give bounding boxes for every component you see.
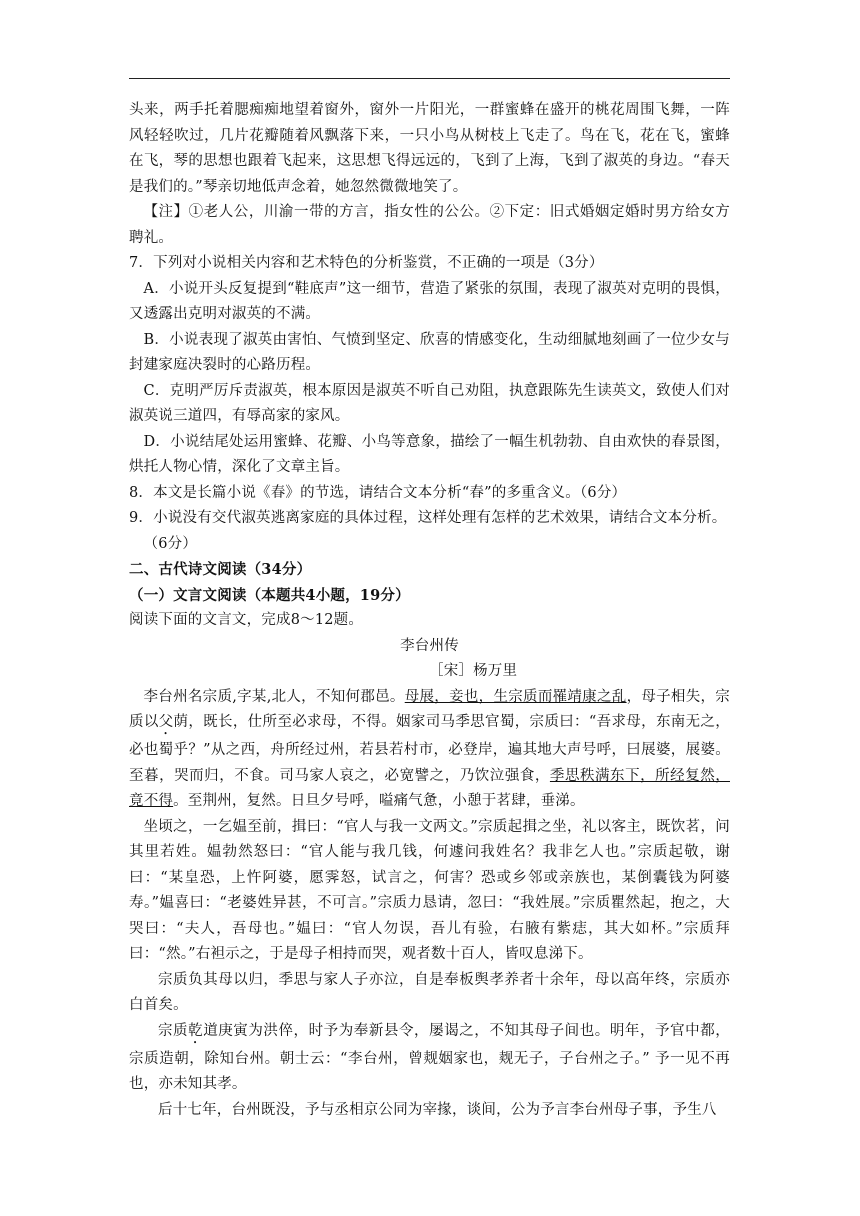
- classical-paragraph-4: [129, 1019, 730, 1098]
- para4-text-1: 宗质: [158, 1022, 189, 1039]
- passage-note: 【注】①老人公，川渝一带的方言，指女性的公公。②下定：旧式婚姻定婚时男方给女方聘礼。: [129, 204, 730, 246]
- underlined-sentence-1: 母展，妾也，生宗质而罹靖康之乱: [404, 688, 627, 705]
- question-8: 8．本文是长篇小说《春》的节选，请结合文本分析“春”的多重含义。（6分）: [129, 484, 627, 501]
- reading-instruction: 阅读下面的文言文，完成8～12题。: [129, 612, 364, 628]
- classical-paragraph-1: [129, 685, 730, 815]
- subsection-heading: （一）文言文阅读（本题共4小题，19分）: [129, 586, 410, 604]
- para4-text-2: 道庚寅为洪倅，时予为奉新县令，屡谒之，不知其母子间也。明年，予官中都，宗质造朝，除知台州。朝士云：“李台州，曾觌姻家也，觌无子，子台州之子。” 予一见不再也，亦未知其孝。: [129, 1022, 730, 1092]
- dotted-character-2: 乾: [188, 1022, 204, 1039]
- para1-text-1: 李台州名宗质,字某,北人，不知何郡邑。: [143, 688, 405, 705]
- classical-paragraph-5: 后十七年，台州既没，予与丞相京公同为宰掾，谈间，公为予言李台州母子事，予生八: [158, 1101, 717, 1118]
- question-9: 9．小说没有交代淑英逃离家庭的具体过程，这样处理有怎样的艺术效果，请结合文本分析。: [129, 510, 727, 526]
- classical-title: 李台州传: [400, 637, 459, 654]
- para1-text-4: 。至荆州，复然。日旦夕号呼，嗌痛气惫，小憩于茗肆，垂涕。: [173, 793, 585, 809]
- question-7-stem: 7．下列对小说相关内容和艺术特色的分析鉴赏，不正确的一项是（3分）: [129, 255, 604, 271]
- question-7-option-c: C．克明严厉斥责淑英，根本原因是淑英不听自己劝阻，执意跟陈先生读英文，致使人们对淑英说三道四，有辱高家的家风。: [129, 382, 730, 424]
- dotted-character-1: 父: [158, 714, 174, 730]
- classical-paragraph-3: 宗质负其母以归，季思与家人子亦泣，自是奉板舆孝养者十余年，母以高年终，宗质亦白首矣。: [129, 971, 730, 1013]
- question-7-option-d: D．小说结尾处运用蜜蜂、花瓣、小鸟等意象，描绘了一幅生机勃勃、自由欢快的春景图，烘托人物心情，深化了文章主旨。: [129, 433, 730, 475]
- underlined-sentence-2: 季思秩满东下，所经复然，竟不得: [129, 767, 730, 809]
- classical-author: ［宋］杨万里: [429, 663, 518, 679]
- passage-ending: 头来，两手托着腮痴痴地望着窗外，窗外一片阳光，一群蜜蜂在盛开的桃花周围飞舞，一阵风轻轻吹过，几片花瓣随着风飘落下来，一只小鸟从树枝上飞走了。鸟在飞，花在飞，蜜蜂在飞，琴的思想也跟着飞起来，这思想飞得远远的，飞到了上海，飞到了淑英的身边。“春天是我们的。”琴亲切地低声念着，她忽然微微地笑了。: [129, 102, 730, 195]
- question-7-option-b: B．小说表现了淑英由害怕、气愤到坚定、欣喜的情感变化，生动细腻地刻画了一位少女与封建家庭决裂时的心路历程。: [129, 331, 730, 373]
- question-9-score: （6分）: [143, 535, 198, 552]
- header-rule: [129, 78, 730, 79]
- classical-paragraph-2: 坐顷之，一乞媪至前，揖曰：“官人与我一文两文。”宗质起揖之坐，礼以客主，既饮茗，问其里若姓。媪勃然怒曰：“官人能与我几钱，何遽问我姓名？我非乞人也。”宗质起敬，谢曰：“某皇恐，上忤阿婆，愿霁怒，试言之，何害？恐或乡邻或亲族也，某倒囊钱为阿婆寿。”媪喜曰：“老婆姓异甚，不可言。”宗质力恳请，忽曰：“我姓展。”宗质瞿然起，抱之，大哭曰：“夫人，吾母也。”媪曰：“官人勿误，吾儿有验，右腋有紫痣，其大如杯。”宗质拜曰：“然。”右袒示之，于是母子相持而哭，观者数十百人，皆叹息涕下。: [129, 818, 730, 962]
- section-heading: 二、古代诗文阅读（34分）: [129, 561, 312, 578]
- para1-text-3: 荫，既长，仕所至必求母，不得。姻家司马季思官蜀，宗质曰：“吾求母，东南无之，必也蜀乎？”从之西，舟所经过州，若县若村市，必登岸，遍其地大声号呼，曰展婆，展婆。至暮，哭而归，不食。司马家人哀之，必宽譬之，乃饮泣强食，: [129, 714, 730, 784]
- document-body: [129, 98, 730, 1123]
- question-7-option-a: A．小说开头反复提到“鞋底声”这一细节，营造了紧张的氛围，表现了淑英对克明的畏惧，又透露出克明对淑英的不满。: [129, 280, 730, 322]
- para1-text-2: ，母子相失，宗质以: [129, 688, 730, 730]
